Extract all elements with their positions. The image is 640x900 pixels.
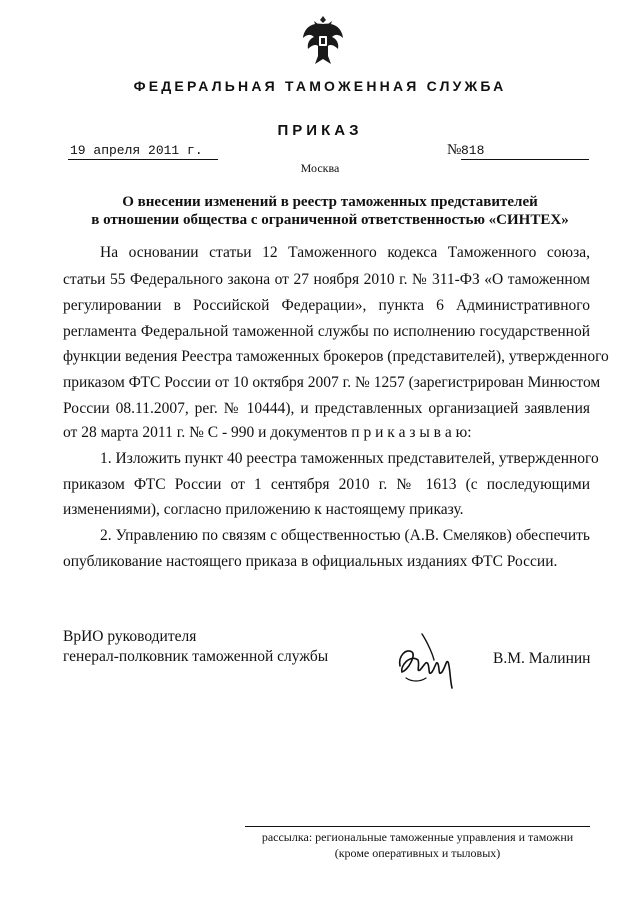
distribution-note: (кроме оперативных и тыловых) <box>334 846 501 860</box>
preamble-line: регламента Федеральной таможенной службы по исполнению государственной <box>63 323 590 340</box>
signer-rank: генерал-полковник таможенной службы <box>63 648 329 665</box>
item-1-line: приказом ФТС России от 1 сентября 2010 г. № 1613 (с последующими <box>63 476 590 493</box>
order-date: 19 апреля 2011 г. <box>68 143 218 160</box>
agency-name: ФЕДЕРАЛЬНАЯ ТАМОЖЕННАЯ СЛУЖБА <box>133 78 507 94</box>
handwritten-signature <box>392 626 470 690</box>
order-subject <box>60 193 600 229</box>
signer-name: В.М. Малинин <box>493 650 591 667</box>
signer-position: ВрИО руководителя <box>63 628 197 645</box>
preamble-line: статьи 55 Федерального закона от 27 ноября 2010 г. № 311-ФЗ «О таможенном <box>63 271 590 288</box>
coat-of-arms-icon <box>300 12 346 68</box>
preamble-line: На основании статьи 12 Таможенного кодекса Таможенного союза, <box>100 244 590 261</box>
subject-line: в отношении общества с ограниченной ответственностью «СИНТЕХ» <box>91 212 569 228</box>
number-sign: № <box>447 142 462 158</box>
item-1-line: изменениями), согласно приложению к настоящему приказу. <box>63 501 464 518</box>
document-type: ПРИКАЗ <box>277 122 363 139</box>
item-2-line: 2. Управлению по связям с общественностью (А.В. Смеляков) обеспечить <box>100 527 590 544</box>
subject-line: О внесении изменений в реестр таможенных представителей <box>122 194 538 210</box>
item-1-line: 1. Изложить пункт 40 реестра таможенных представителей, утвержденного <box>100 450 599 467</box>
distribution-list: рассылка: региональные таможенные управления и таможни <box>261 830 574 844</box>
order-number: 818 <box>461 143 589 160</box>
preamble-line: регулировании в Российской Федерации», пункта 6 Административного <box>63 297 590 314</box>
preamble-line: функции ведения Реестра таможенных брокеров (представителей), утвержденного <box>63 348 609 365</box>
distribution-divider <box>245 826 590 827</box>
item-2-line: опубликование настоящего приказа в официальных изданиях ФТС России. <box>63 553 558 570</box>
preamble-line: России 08.11.2007, рег. № 10444), и представленных организацией заявления <box>63 400 590 417</box>
preamble-line: приказом ФТС России от 10 октября 2007 г. № 1257 (зарегистрирован Минюстом <box>63 374 601 391</box>
preamble-line: от 28 марта 2011 г. № С - 990 и документов п р и к а з ы в а ю: <box>63 424 472 441</box>
city: Москва <box>300 161 340 175</box>
